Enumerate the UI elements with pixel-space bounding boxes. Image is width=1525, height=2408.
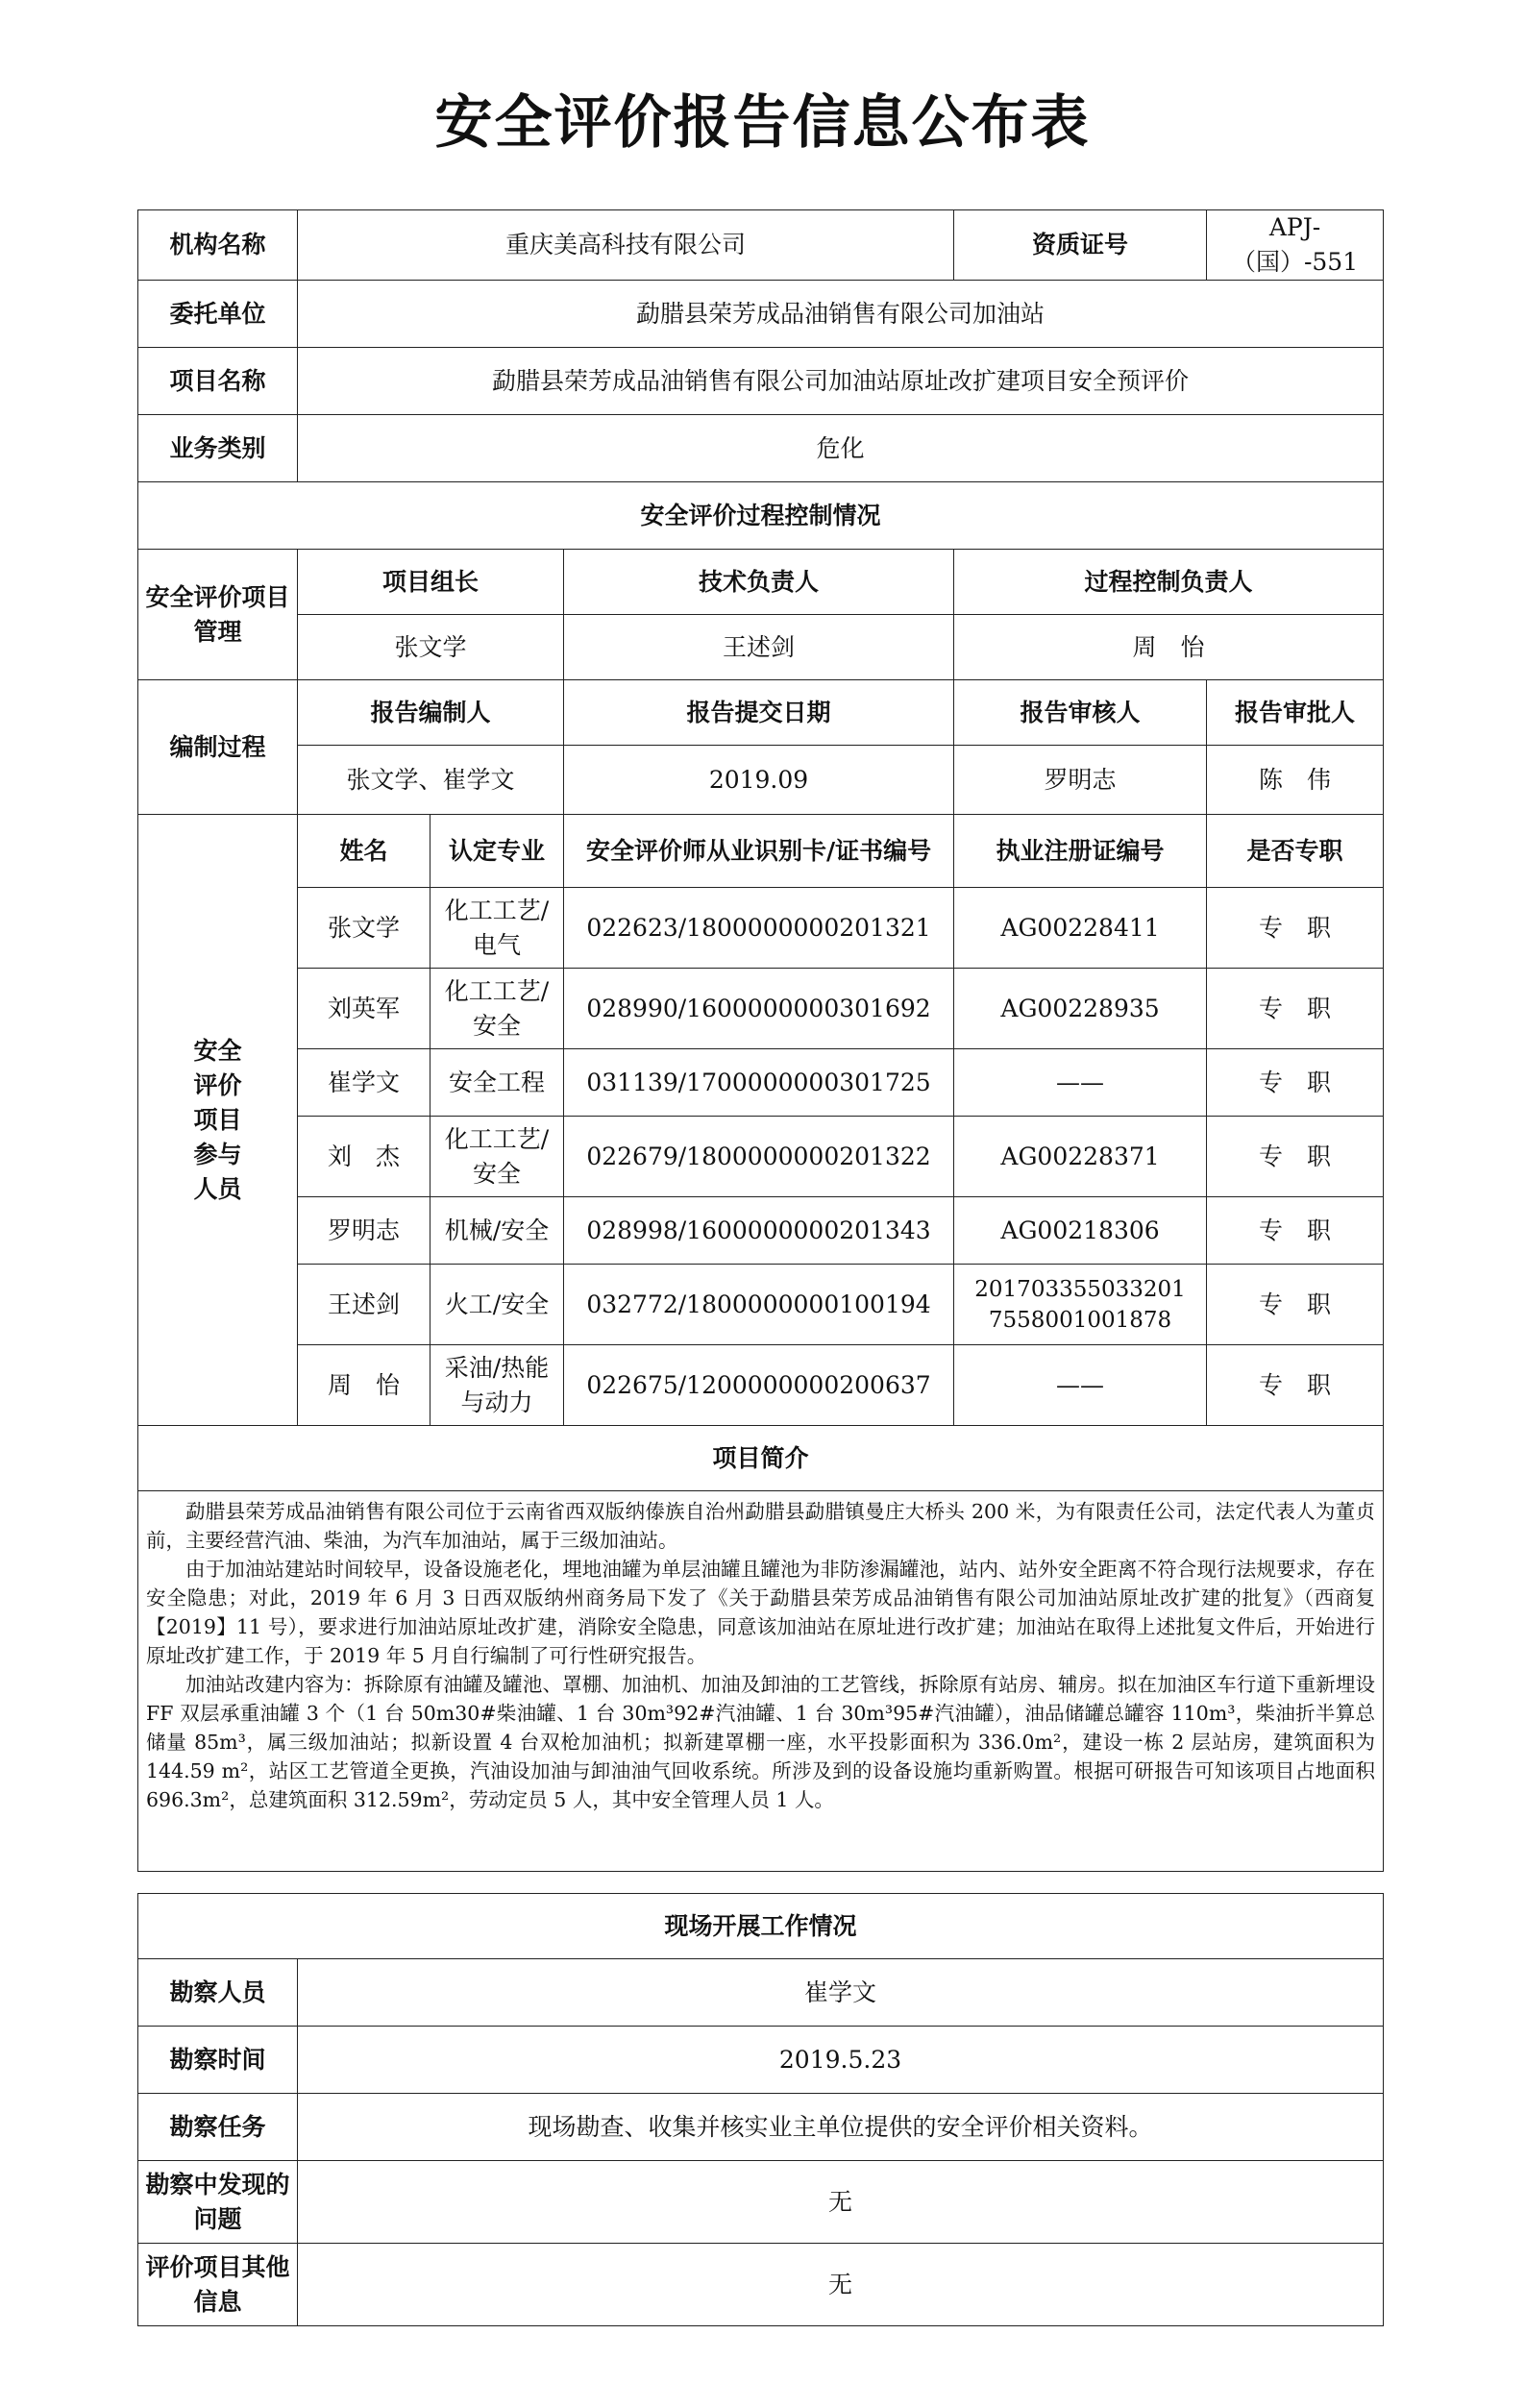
staff-fulltime: 专 职 — [1207, 1049, 1384, 1117]
staff-reg-no: —— — [954, 1345, 1207, 1426]
staff-card-no: 031139/1700000000301725 — [564, 1049, 954, 1117]
org-value: 重庆美高科技有限公司 — [298, 210, 954, 281]
compile-value: 张文学、崔学文 — [298, 746, 564, 815]
management-value: 王述剑 — [564, 615, 954, 680]
staff-header: 安全评价师从业识别卡/证书编号 — [564, 815, 954, 888]
intro-text — [138, 1491, 1384, 1872]
staff-fulltime: 专 职 — [1207, 1197, 1384, 1265]
staff-header: 是否专职 — [1207, 815, 1384, 888]
staff-major: 机械/安全 — [430, 1197, 564, 1265]
staff-row — [138, 888, 1384, 969]
staff-major: 化工工艺/安全 — [430, 1117, 564, 1197]
staff-fulltime: 专 职 — [1207, 1345, 1384, 1426]
compile-header: 报告审核人 — [954, 680, 1207, 746]
staff-reg-no: AG00218306 — [954, 1197, 1207, 1265]
report-info-table — [137, 209, 1384, 1872]
process-header: 安全评价过程控制情况 — [138, 482, 1384, 550]
management-header: 过程控制负责人 — [954, 550, 1384, 615]
staff-label — [138, 815, 298, 1426]
site-work-table — [137, 1893, 1384, 2326]
site-value: 2019.5.23 — [298, 2027, 1384, 2094]
site-value: 无 — [298, 2161, 1384, 2244]
staff-major: 化工工艺/电气 — [430, 888, 564, 969]
compile-header: 报告提交日期 — [564, 680, 954, 746]
staff-reg-no: AG00228371 — [954, 1117, 1207, 1197]
staff-card-no: 022675/1200000000200637 — [564, 1345, 954, 1426]
compile-header: 报告审批人 — [1207, 680, 1384, 746]
intro-header: 项目简介 — [138, 1426, 1384, 1491]
site-value: 现场勘查、收集并核实业主单位提供的安全评价相关资料。 — [298, 2094, 1384, 2161]
staff-name: 王述剑 — [298, 1265, 430, 1345]
site-label: 勘察任务 — [138, 2094, 298, 2161]
site-value: 崔学文 — [298, 1959, 1384, 2027]
staff-row — [138, 1197, 1384, 1265]
staff-major: 化工工艺/安全 — [430, 969, 564, 1049]
site-header: 现场开展工作情况 — [138, 1894, 1384, 1959]
staff-name: 罗明志 — [298, 1197, 430, 1265]
staff-name: 崔学文 — [298, 1049, 430, 1117]
compile-value: 陈 伟 — [1207, 746, 1384, 815]
management-value: 周 怡 — [954, 615, 1384, 680]
site-label: 勘察人员 — [138, 1959, 298, 2027]
staff-reg-no: AG00228411 — [954, 888, 1207, 969]
staff-fulltime: 专 职 — [1207, 969, 1384, 1049]
staff-header: 执业注册证编号 — [954, 815, 1207, 888]
staff-row — [138, 969, 1384, 1049]
site-label: 勘察时间 — [138, 2027, 298, 2094]
compile-header: 报告编制人 — [298, 680, 564, 746]
site-value: 无 — [298, 2244, 1384, 2326]
management-value: 张文学 — [298, 615, 564, 680]
staff-name: 周 怡 — [298, 1345, 430, 1426]
client-label: 委托单位 — [138, 281, 298, 348]
staff-row — [138, 1117, 1384, 1197]
client-value: 勐腊县荣芳成品油销售有限公司加油站 — [298, 281, 1384, 348]
staff-fulltime: 专 职 — [1207, 888, 1384, 969]
compile-value: 2019.09 — [564, 746, 954, 815]
page-title: 安全评价报告信息公布表 — [434, 89, 1091, 157]
staff-card-no: 032772/1800000000100194 — [564, 1265, 954, 1345]
management-label: 安全评价项目管理 — [138, 550, 298, 680]
intro-paragraph: 勐腊县荣芳成品油销售有限公司位于云南省西双版纳傣族自治州勐腊县勐腊镇曼庄大桥头 200 米，为有限责任公司，法定代表人为董贞前，主要经营汽油、柴油，为汽车加油站，属于三级加油站。 — [146, 1500, 1376, 1552]
staff-fulltime: 专 职 — [1207, 1265, 1384, 1345]
cert-value: APJ-（国）-551 — [1207, 210, 1384, 281]
business-value: 危化 — [298, 415, 1384, 482]
project-label: 项目名称 — [138, 348, 298, 415]
staff-reg-no: 201703355033201 7558001001878 — [954, 1265, 1207, 1345]
staff-fulltime: 专 职 — [1207, 1117, 1384, 1197]
staff-row — [138, 1265, 1384, 1345]
staff-header: 认定专业 — [430, 815, 564, 888]
staff-name: 刘英军 — [298, 969, 430, 1049]
staff-header: 姓名 — [298, 815, 430, 888]
staff-name: 刘 杰 — [298, 1117, 430, 1197]
business-label: 业务类别 — [138, 415, 298, 482]
site-label: 勘察中发现的问题 — [138, 2161, 298, 2244]
compile-label: 编制过程 — [138, 680, 298, 815]
compile-value: 罗明志 — [954, 746, 1207, 815]
staff-reg-no: AG00228935 — [954, 969, 1207, 1049]
staff-card-no: 022623/1800000000201321 — [564, 888, 954, 969]
staff-major: 火工/安全 — [430, 1265, 564, 1345]
management-header: 项目组长 — [298, 550, 564, 615]
project-value: 勐腊县荣芳成品油销售有限公司加油站原址改扩建项目安全预评价 — [298, 348, 1384, 415]
site-label: 评价项目其他信息 — [138, 2244, 298, 2326]
staff-reg-no: —— — [954, 1049, 1207, 1117]
staff-major: 安全工程 — [430, 1049, 564, 1117]
staff-card-no: 028998/1600000000201343 — [564, 1197, 954, 1265]
staff-card-no: 028990/1600000000301692 — [564, 969, 954, 1049]
management-header: 技术负责人 — [564, 550, 954, 615]
staff-row — [138, 1049, 1384, 1117]
staff-major: 采油/热能与动力 — [430, 1345, 564, 1426]
intro-paragraph: 由于加油站建站时间较早，设备设施老化，埋地油罐为单层油罐且罐池为非防渗漏罐池，站内、站外安全距离不符合现行法规要求，存在安全隐患；对此，2019 年 6 月 3 日西双版纳州商务局下发了《关于勐腊县荣芳成品油销售有限公司加油站原址改扩建的批复》（西商复【2019】11 号），要求进行加油站原址改扩建，消除安全隐患，同意该加油站在原址进行改扩建；加油站在取得上述批复文件后，开始进行原址改扩建工作，于 2019 年 5 月自行编制了可行性研究报告。 — [146, 1558, 1376, 1667]
org-label: 机构名称 — [138, 210, 298, 281]
staff-label-text: 安全评价项目参与人员 — [193, 1036, 242, 1203]
staff-card-no: 022679/1800000000201322 — [564, 1117, 954, 1197]
cert-label: 资质证号 — [954, 210, 1207, 281]
intro-paragraph: 加油站改建内容为：拆除原有油罐及罐池、罩棚、加油机、加油及卸油的工艺管线，拆除原有站房、辅房。拟在加油区车行道下重新埋设 FF 双层承重油罐 3 个（1 台 50m30#柴油罐、1 台 30m³92#汽油罐、1 台 30m³95#汽油罐），油品储罐总罐容 110m³，柴油折半算总储量 85m³，属三级加油站；拟新设置 4 台双枪加油机；拟新建罩棚一座，水平投影面积为 336.0m²，建设一栋 2 层站房，建筑面积为 144.59 m²，站区工艺管道全更换，汽油设加油与卸油油气回收系统。所涉及到的设备设施均重新购置。根据可研报告可知该项目占地面积 696.3m²，总建筑面积 312.59m²，劳动定员 5 人，其中安全管理人员 1 人。 — [146, 1673, 1376, 1811]
staff-name: 张文学 — [298, 888, 430, 969]
staff-row — [138, 1345, 1384, 1426]
